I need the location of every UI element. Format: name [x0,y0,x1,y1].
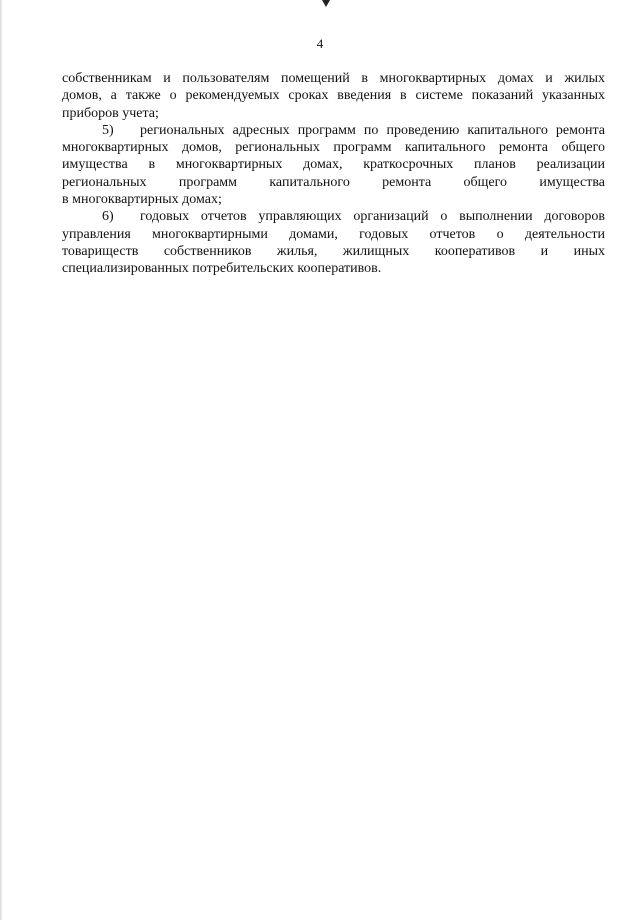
text-line: домов, а также о рекомендуемых сроках введения в системе показаний указанных [62,88,605,104]
text-line: имущества в многоквартирных домах, краткосрочных планов реализации [62,157,605,173]
list-marker-5: 5) [102,122,114,138]
text-line: региональных программ капитального ремонта общего имущества [62,174,605,190]
list-item-6-first-line [62,208,605,225]
text-line: товариществ собственников жилья, жилищных кооперативов и иных [62,243,605,259]
text-line: специализированных потребительских кооперативов. [62,261,382,277]
list-item-5-first-line [62,122,605,139]
text-line: годовых отчетов управляющих организаций о выполнении договоров [140,209,605,225]
scan-top-mark [322,0,330,7]
page-number: 4 [316,36,324,51]
text-line: приборов учета; [62,105,159,121]
text-line: региональных адресных программ по проведению капитального ремонта [140,122,605,138]
text-line: многоквартирных домов, региональных программ капитального ремонта общего [62,140,605,156]
text-line: в многоквартирных домах; [62,192,222,208]
document-body [62,70,605,278]
text-line: управления многоквартирными домами, годовых отчетов о деятельности [62,226,605,242]
scan-edge-shadow [0,0,3,920]
text-line: собственникам и пользователям помещений в многоквартирных домах и жилых [62,71,605,86]
list-marker-6: 6) [102,209,114,225]
